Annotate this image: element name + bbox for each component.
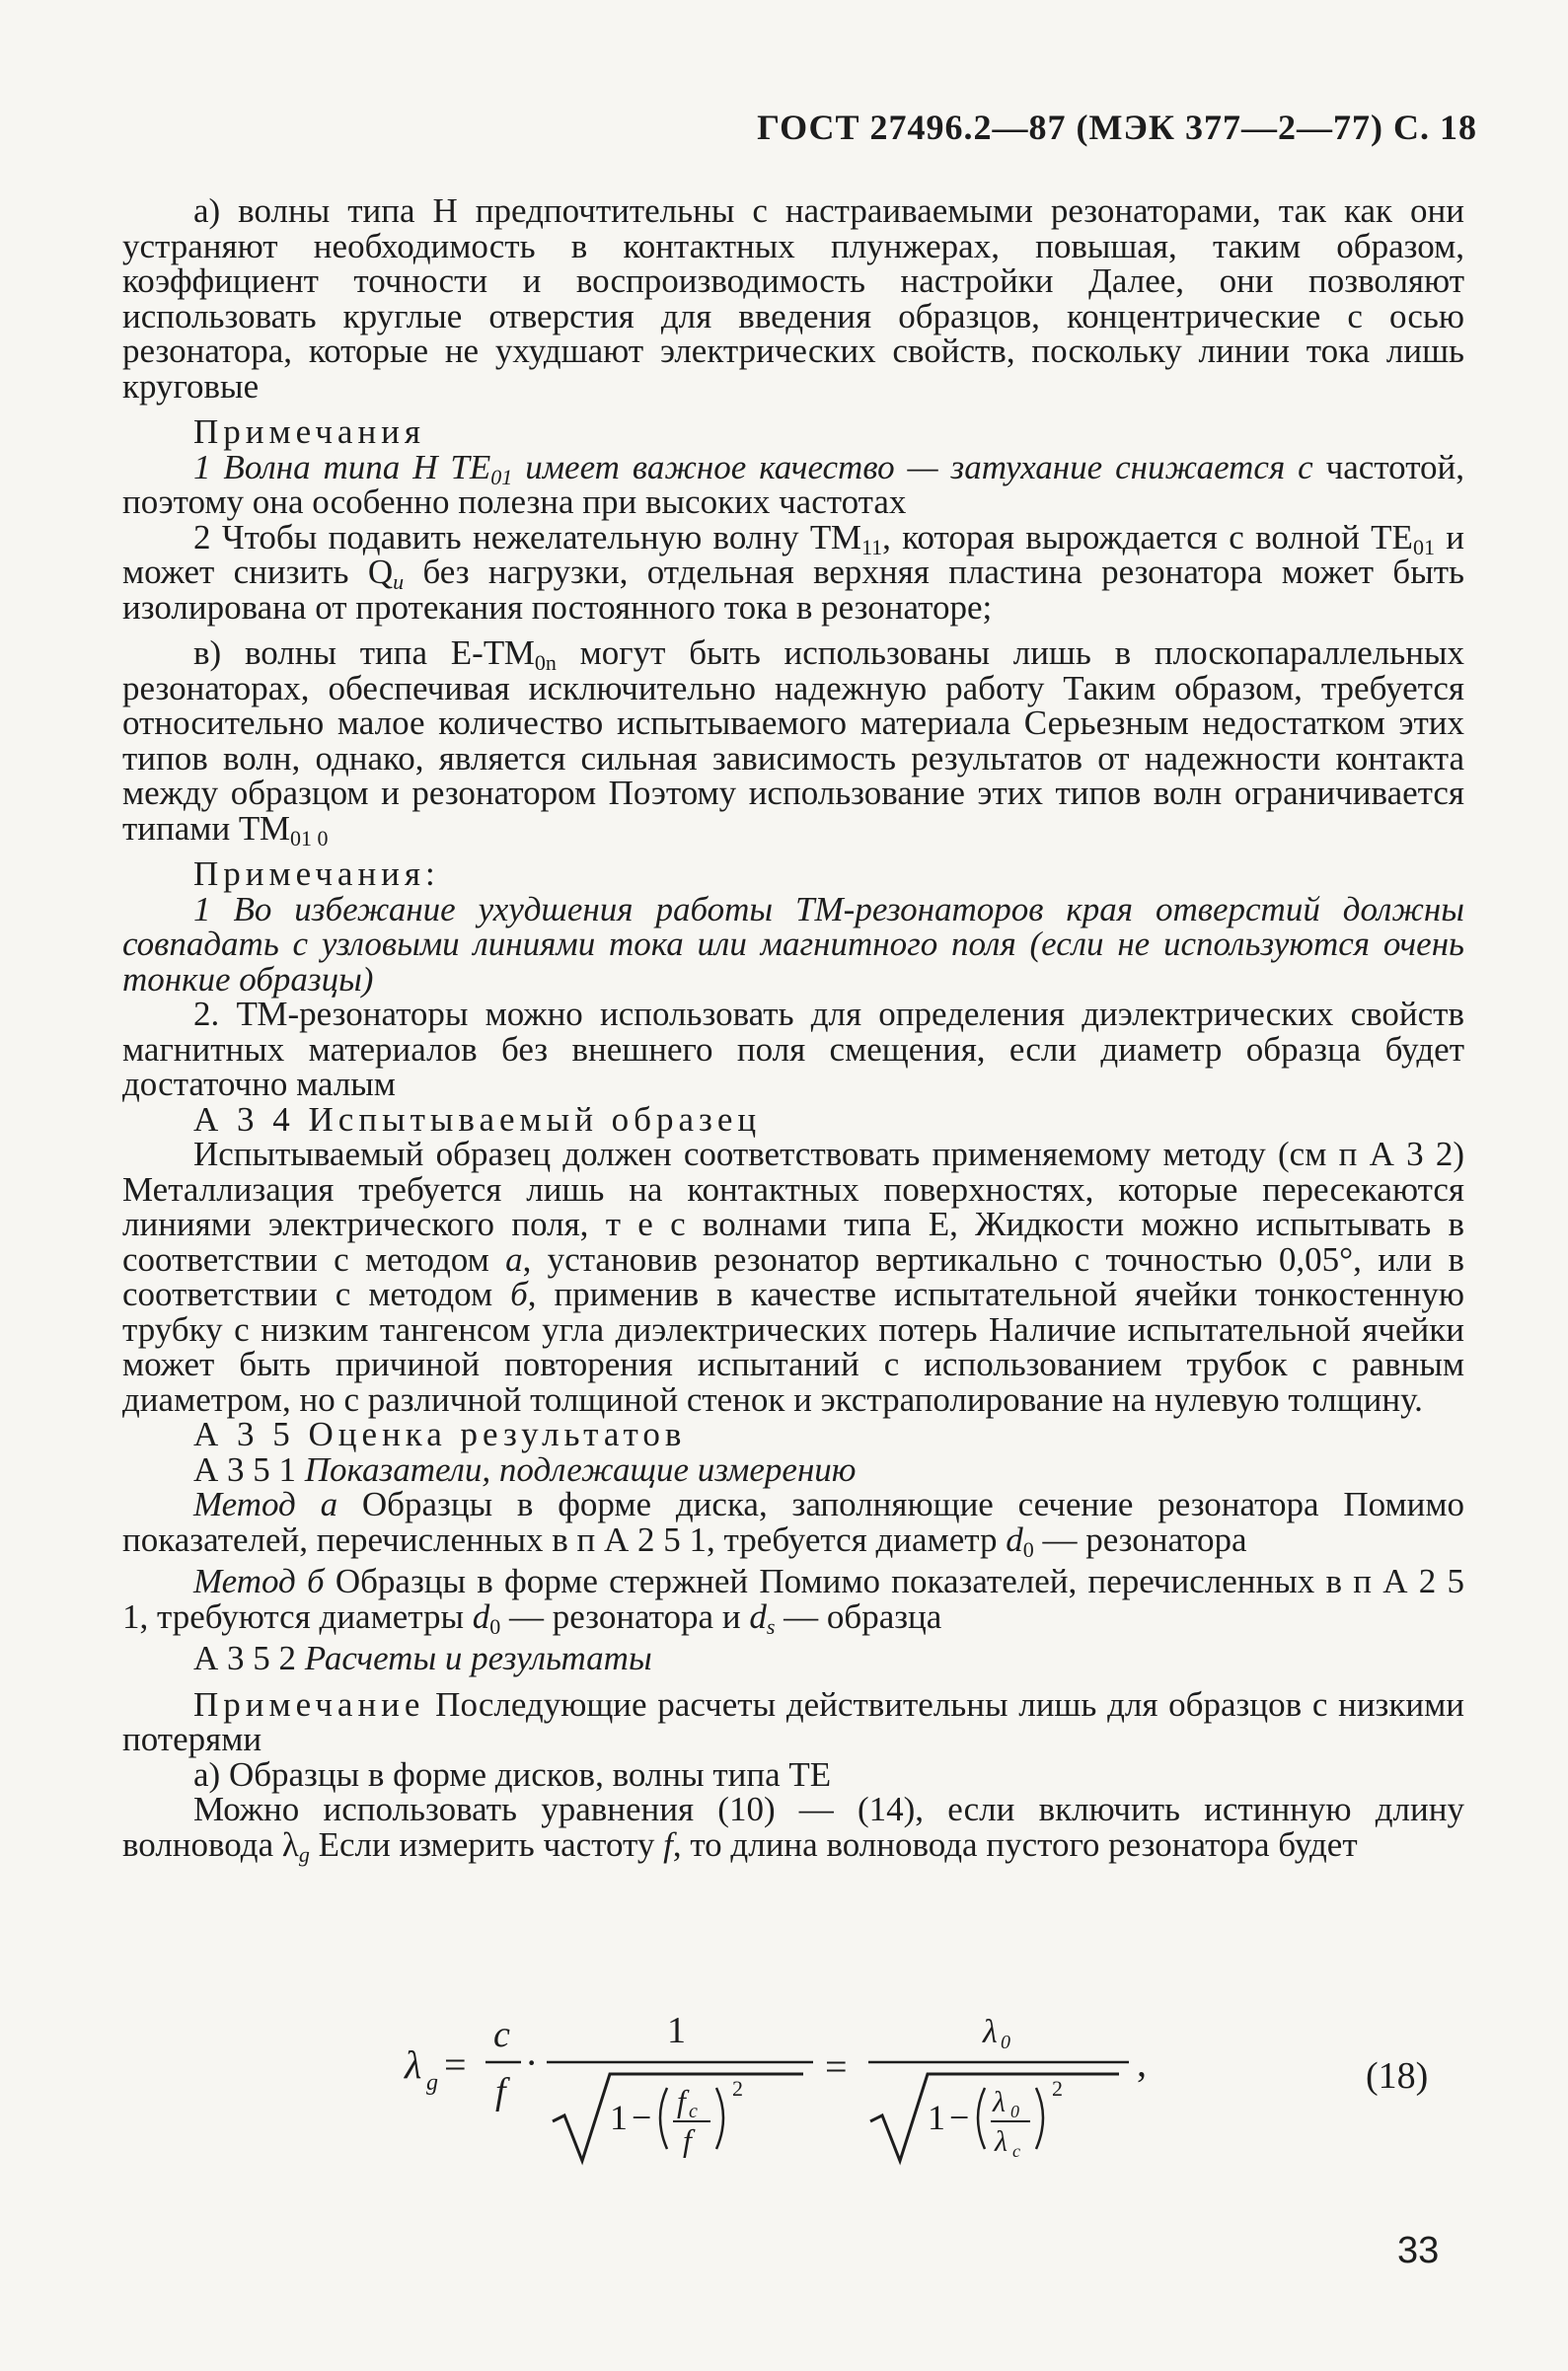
eq-lambda0: λ	[993, 2086, 1006, 2118]
single-note: Примечание Последующие расчеты действительны лишь для образцов с низкими потерями	[122, 1684, 1464, 1758]
notes-heading: Примечания	[193, 412, 426, 451]
section-a352-heading: А 3 5 2 Расчеты и результаты	[193, 1639, 652, 1677]
note-1: 1 Волна типа Н $ТЕ_{01}$ имеет важное качество — затухание снижается с частотой, поэтому она особенно полезна при высоких частотах	[122, 447, 1465, 521]
note-2-2: 2. ТМ-резонаторы можно использовать для определения диэлектрических свойств магнитных материалов без внешнего поля смещения, если диаметр образца будет достаточно малым	[122, 995, 1464, 1103]
equation-18	[399, 2005, 1405, 2168]
eq-square-1: 2	[732, 2076, 743, 2101]
eq-minus-1: −	[632, 2098, 652, 2137]
note-2-1: 1 Во избежание ухудшения работы ТМ-резонаторов края отверстий должны совпадать с узловыми линиями тока или магнитного поля (если не используются очень тонкие образцы)	[122, 889, 1464, 999]
paragraph-a: а) волны типа Н предпочтительны с настраиваемыми резонаторами, так как они устраняют необходимость в контактных плунжерах, повышая, таким образом, коэффициент точности и воспроизводимость настройки Далее, они позволяют использовать круглые отверстия для введения образцов, концентрические с осью резонатора, которые не ухудшают электрических свойств, поскольку линии тока лишь круговые	[122, 191, 1464, 406]
eq-lhs-lambda: λ	[405, 2042, 422, 2087]
eq-one-inner: 1	[610, 2098, 628, 2137]
eq-paren-left-1	[660, 2088, 667, 2149]
eq-one-inner-2: 1	[928, 2098, 945, 2137]
equation-number: (18)	[1366, 2055, 1429, 2097]
eq-fc: f	[677, 2083, 686, 2118]
paragraph-equation-intro: Можно использовать уравнения (10) — (14), если включить истинную длину волновода $\lambda_g$ Если измерить частоту f, то длина волновода пустого резонатора будет	[122, 1790, 1464, 1867]
eq-c: c	[493, 2014, 510, 2055]
eq-lambda0-sub: 0	[1010, 2102, 1019, 2121]
method-a: Метод а Образцы в форме диска, заполняющие сечение резонатора Помимо показателей, перечисленных в п А 2 5 1, требуется диаметр $d_0$ — резонатора	[122, 1485, 1464, 1562]
paragraph-v: в) волны типа $Е-ТМ_{0n}$ могут быть использованы лишь в плоскопараллельных резонаторах, обеспечивая исключительно надежную работу Таким образом, требуется относительно малое количество испытываемого материала Серьезным недостатком этих типов волн, однако, является сильная зависимость результатов от надежности контакта между образцом и резонатором Поэтому использование этих типов волн ограничивается типами $ТМ_{01 0}$	[122, 633, 1464, 851]
eq-numerator-lambda0-sub: 0	[1001, 2032, 1010, 2053]
notes-heading-2: Примечания:	[193, 854, 440, 893]
paragraph-te: а) Образцы в форме дисков, волны типа ТЕ	[193, 1754, 832, 1794]
page-number: 33	[1397, 2230, 1440, 2271]
section-a34-heading: А 3 4 Испытываемый образец	[193, 1099, 762, 1139]
eq-lambdac: λ	[995, 2125, 1008, 2158]
eq-dot: ·	[525, 2040, 539, 2085]
eq-numerator-lambda0: λ	[983, 2014, 998, 2050]
eq-lambdac-sub: c	[1012, 2141, 1020, 2161]
method-b: Метод б Образцы в форме стержней Помимо показателей, перечисленных в п А 2 5 1, требуются диаметры $d_0$ — резонатора и $d_s$ — образца	[122, 1562, 1464, 1639]
eq-paren-right-1	[716, 2088, 723, 2149]
section-a351-heading: А 3 5 1 Показатели, подлежащие измерению	[193, 1449, 857, 1489]
eq-comma: ,	[1137, 2040, 1147, 2085]
eq-numerator-1: 1	[667, 2010, 686, 2051]
eq-equals-1: =	[444, 2042, 467, 2087]
eq-f: f	[495, 2071, 506, 2112]
eq-paren-right-2	[1036, 2088, 1043, 2149]
eq-square-2: 2	[1052, 2076, 1063, 2101]
document-body	[122, 191, 1465, 1867]
eq-equals-2: =	[825, 2044, 848, 2089]
section-a34-text: Испытываемый образец должен соответствовать применяемому методу (см п А 3 2) Металлизация требуется лишь на контактных поверхностях, которые пересекаются линиями электрического поля, т е с волнами типа Е, Жидкости можно испытывать в соответствии с методом а, установив резонатор вертикально с точностью 0,05°, или в соответствии с методом б, применив в качестве испытательной ячейки тонкостенную трубку с низким тангенсом угла диэлектрических потерь Наличие испытательной ячейки может быть причиной повторения испытаний с использованием трубок с равным диаметром, но с различной толщиной стенок и экстраполирование на нулевую толщину.	[122, 1135, 1464, 1419]
eq-fc-sub: c	[689, 2101, 698, 2122]
eq-f-inner: f	[683, 2122, 692, 2158]
eq-lhs-sub: g	[426, 2070, 438, 2096]
running-header: ГОСТ 27496.2—87 (МЭК 377—2—77) С. 18	[757, 108, 1477, 147]
eq-paren-left-2	[978, 2088, 985, 2149]
eq-minus-2: −	[949, 2098, 970, 2137]
section-a35-heading: А 3 5 Оценка результатов	[193, 1415, 687, 1453]
note-2: 2 Чтобы подавить нежелательную волну $ТМ_{11}$, которая вырождается с волной $ТЕ_{01}$ и может снизить $Q_u$ без нагрузки, отдельная верхняя пластина резонатора может быть изолирована от протекания постоянного тока в резонаторе;	[122, 517, 1465, 627]
